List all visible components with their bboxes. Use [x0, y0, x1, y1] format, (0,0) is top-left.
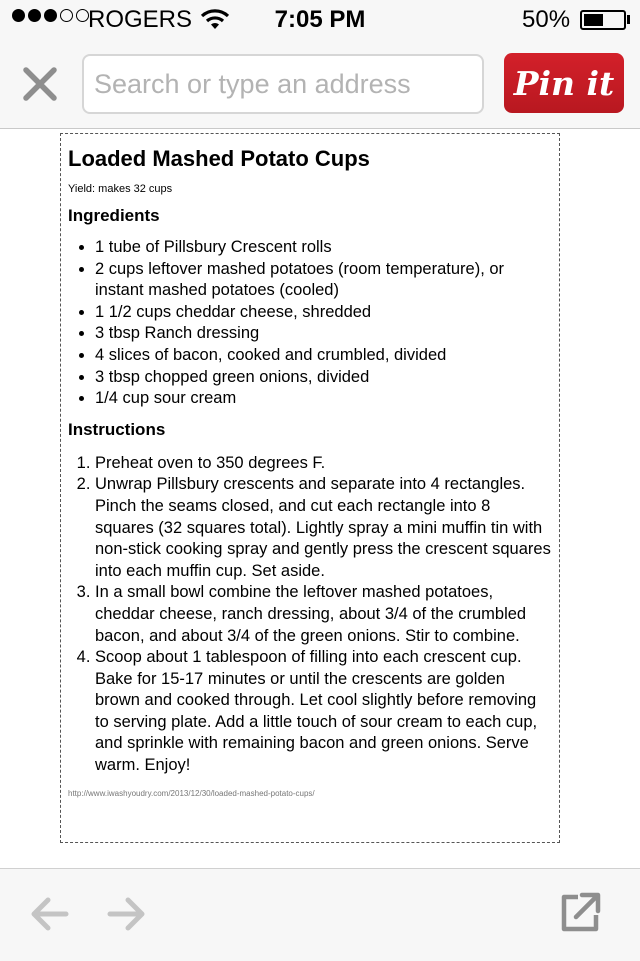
- status-bar: [0, 0, 640, 40]
- instruction-step: 4. Scoop about 1 tablespoon of filling into each crescent cup. Bake for 15-17 minutes or until the crescents are golden brown and cooked through. Let cool slightly before removing to serving plate. Add a little touch of sour cream to each cup, and sprinkle with remaining bacon and green onions. Serve warm. Enjoy!: [95, 647, 553, 777]
- back-arrow-icon[interactable]: [28, 893, 70, 940]
- recipe-card: [60, 133, 560, 843]
- instruction-step: 3. In a small bowl combine the leftover mashed potatoes, cheddar cheese, ranch dressing, about 3/4 of the crumbled bacon, and about 3/4 of the green onions. Stir to combine.: [95, 582, 553, 647]
- ingredient-item: • 4 slices of bacon, cooked and crumbled, divided: [95, 345, 553, 367]
- ingredients-list: [68, 237, 553, 410]
- address-bar[interactable]: [82, 54, 484, 114]
- recipe-title: Loaded Mashed Potato Cups: [68, 146, 370, 171]
- battery-percent: 50%: [522, 6, 571, 33]
- battery-tip: [627, 15, 630, 24]
- source-url[interactable]: http://www.iwashyoudry.com/2013/12/30/loaded-mashed-potato-cups/: [68, 788, 315, 798]
- close-icon[interactable]: [20, 64, 60, 104]
- instruction-step: 1. Preheat oven to 350 degrees F.: [95, 453, 553, 475]
- ingredient-item: • 1 tube of Pillsbury Crescent rolls: [95, 237, 553, 259]
- forward-arrow-icon[interactable]: [106, 893, 148, 940]
- instructions-heading: Instructions: [68, 419, 166, 439]
- ingredients-heading: Ingredients: [68, 206, 160, 225]
- ingredient-item: • 1 1/2 cups cheddar cheese, shredded: [95, 302, 553, 324]
- ingredient-item: • 3 tbsp chopped green onions, divided: [95, 367, 553, 389]
- ingredient-item: • 1/4 cup sour cream: [95, 388, 553, 410]
- pin-it-button[interactable]: [504, 53, 624, 113]
- pin-it-label: Pin it: [513, 63, 615, 103]
- recipe-yield: Yield: makes 32 cups: [68, 183, 173, 195]
- instructions-list: [68, 453, 553, 777]
- ingredient-item: • 2 cups leftover mashed potatoes (room temperature), or instant mashed potatoes (cooled): [95, 259, 553, 302]
- share-icon[interactable]: [558, 891, 602, 940]
- instruction-step: 2. Unwrap Pillsbury crescents and separate into 4 rectangles. Pinch the seams closed, and cut each rectangle into 8 squares (32 squares total). Lightly spray a mini muffin tin with non-stick cooking spray and gently press the crescent squares into each muffin cup. Set aside.: [95, 474, 553, 582]
- page-content: [0, 129, 640, 868]
- battery-icon: [580, 10, 626, 30]
- ingredient-item: • 3 tbsp Ranch dressing: [95, 323, 553, 345]
- carrier-name: ROGERS: [88, 6, 193, 33]
- address-input[interactable]: [84, 56, 482, 112]
- status-time: 7:05 PM: [274, 6, 366, 33]
- browser-toolbar: [0, 40, 640, 129]
- bottom-toolbar: [0, 868, 640, 961]
